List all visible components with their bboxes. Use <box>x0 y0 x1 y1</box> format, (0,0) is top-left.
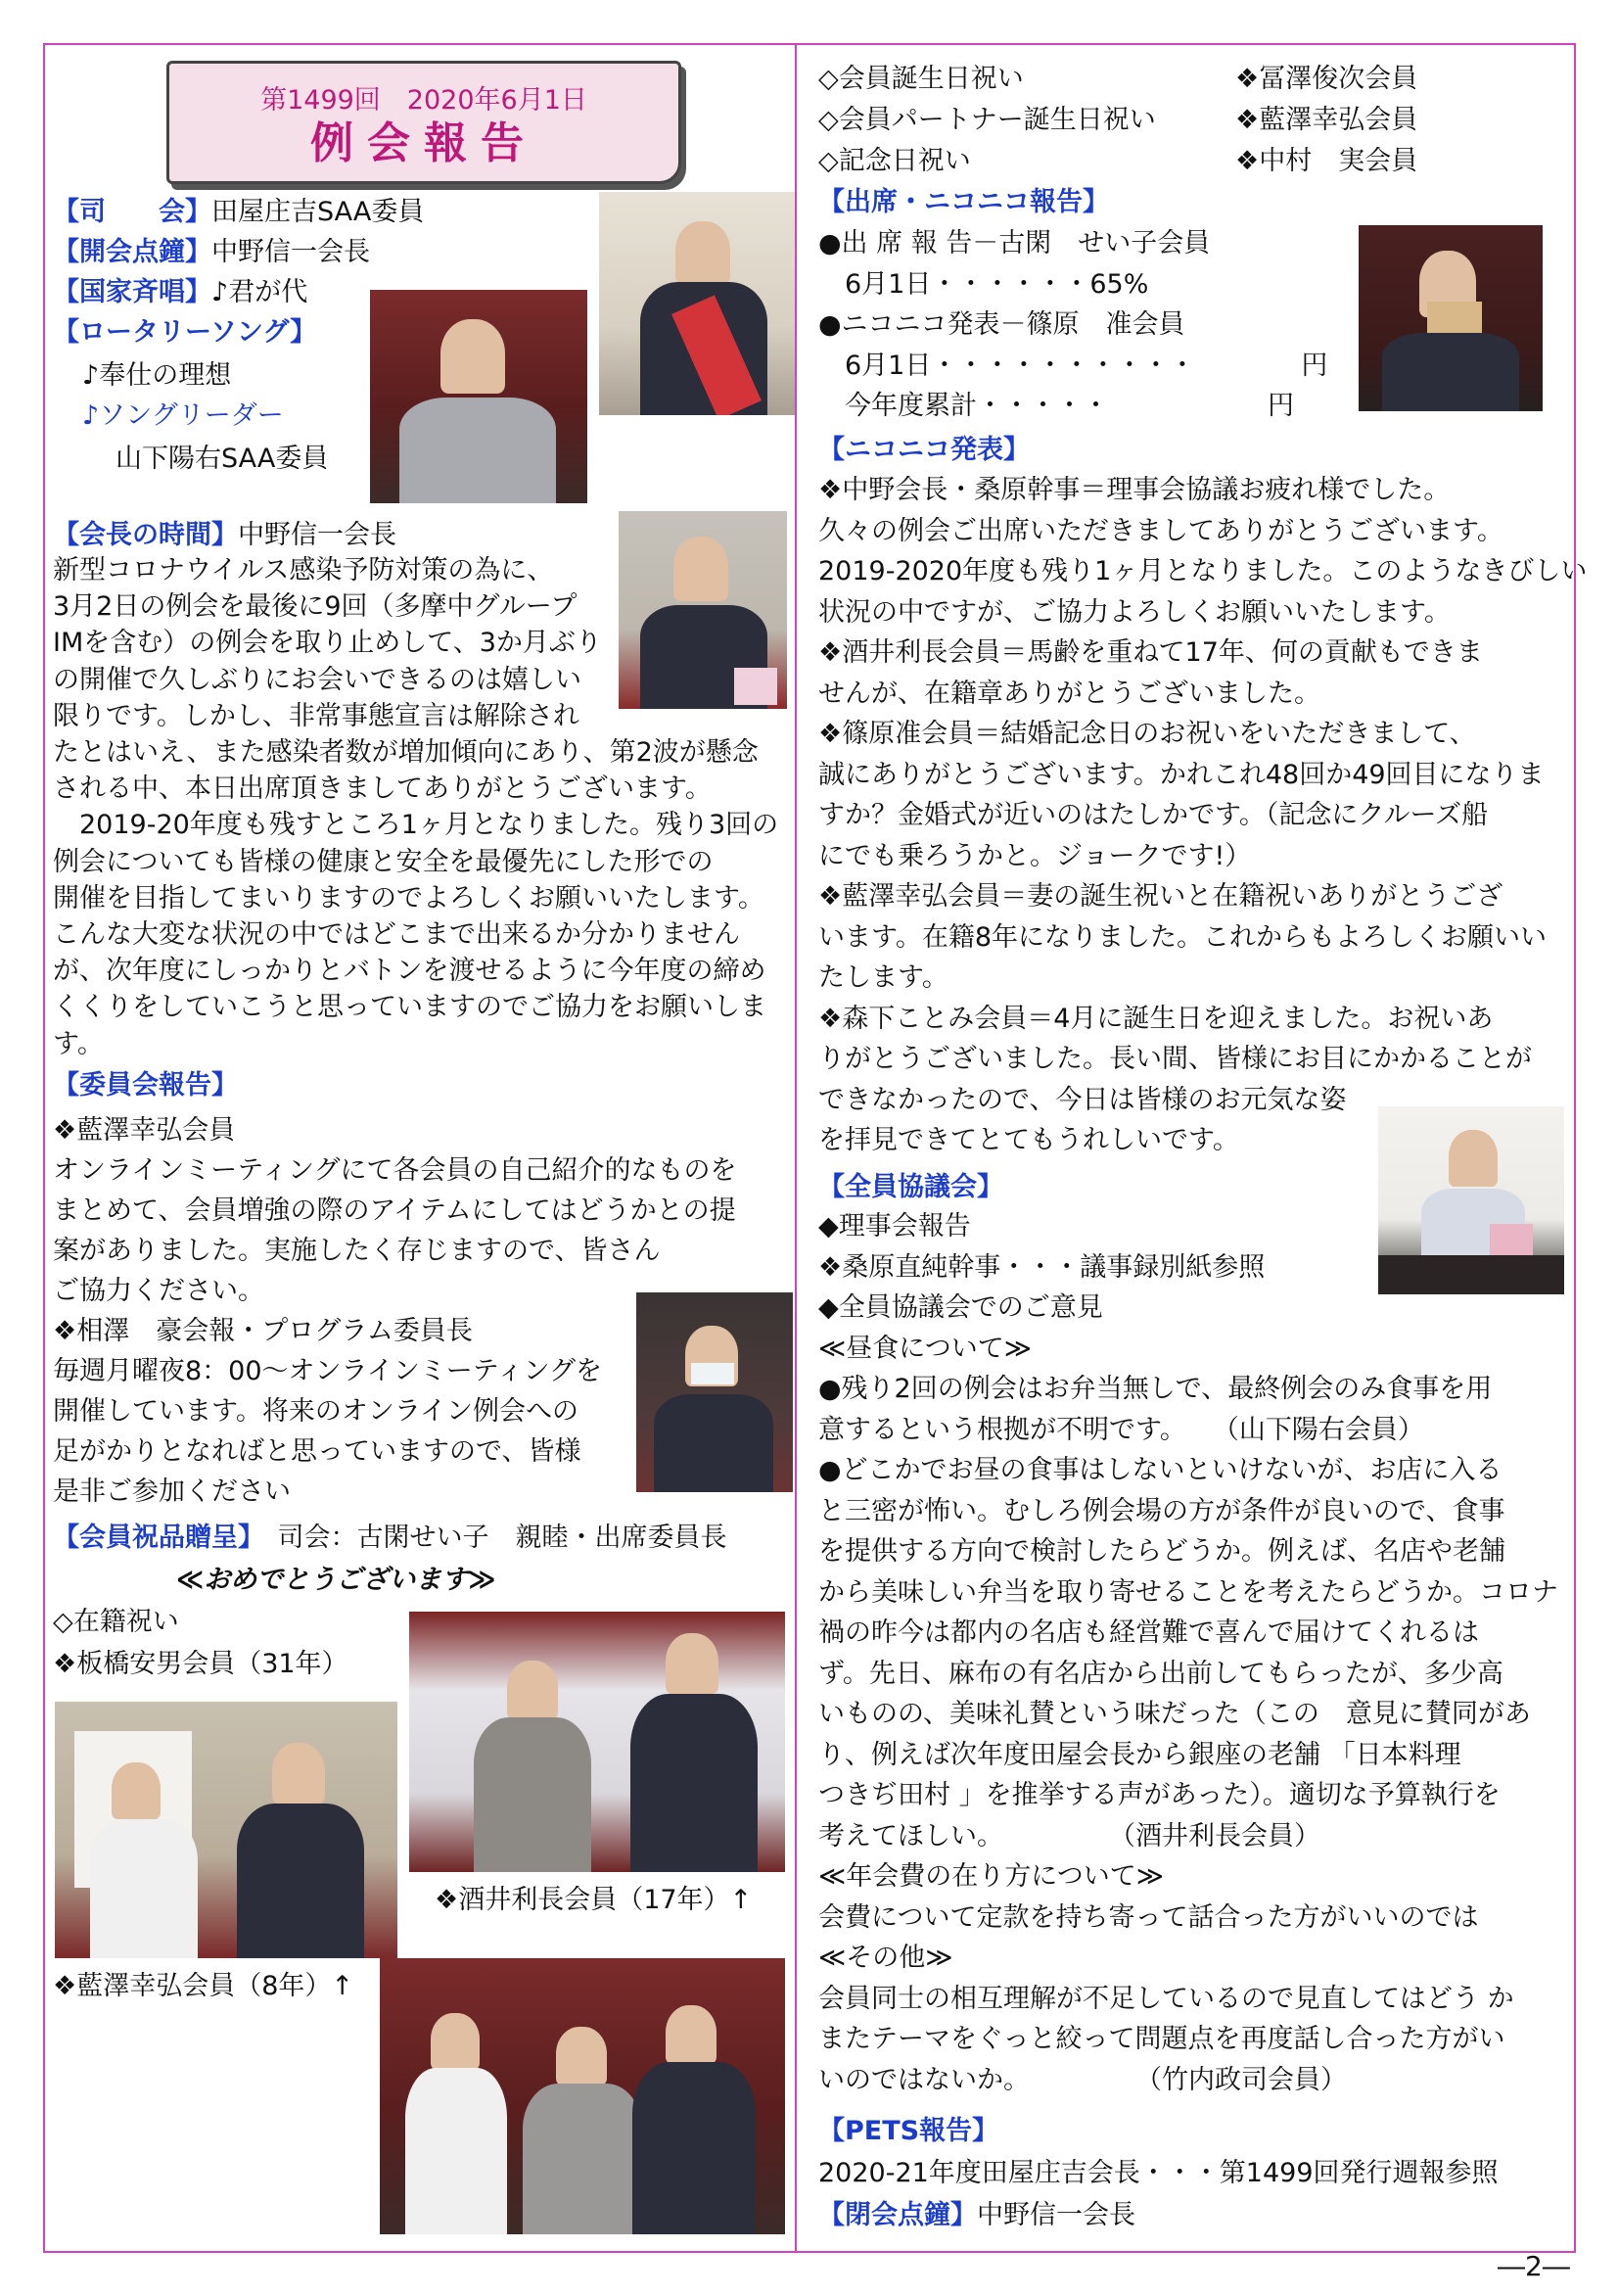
photo-president <box>619 511 787 709</box>
niconico-line: すか？金婚式が近いのはたしかです。（記念にクルーズ船 <box>818 800 1489 830</box>
photo-song-leader <box>370 290 587 503</box>
page-number: ―2― <box>1498 2250 1570 2282</box>
zenin-line: ❖桑原直純幹事・・・議事録別紙参照 <box>818 1251 1266 1283</box>
zenin-line: またテーマをぐっと絞って問題点を再度話し合った方がい <box>818 2024 1505 2054</box>
iinkai-line: ❖相澤 豪会報・プログラム委員長 <box>53 1316 473 1346</box>
caption-sakai: ❖酒井利長会員（17年）↑ <box>435 1885 753 1915</box>
celebration-member: ❖藍澤幸弘会員 <box>1235 105 1418 135</box>
shusseki-line: 今年度累計・・・・・ 円 <box>818 391 1294 421</box>
niconico-line: ❖中野会長・桑原幹事＝理事会協議お疲れ様でした。 <box>818 475 1451 505</box>
heading-rotary-song: 【ロータリーソング】 <box>53 317 317 348</box>
heading-zenin: 【全員協議会】 <box>818 1172 1003 1202</box>
line-itabashi: ❖板橋安男会員（31年） <box>53 1649 348 1679</box>
niconico-line: りがとうございました。長い間、皆様にお目にかかることが <box>818 1044 1532 1074</box>
niconico-line: 誠にありがとうございます。かれこれ48回か49回目になりま <box>818 759 1545 790</box>
line-song: ♪奉仕の理想 <box>82 360 232 391</box>
kaicho-line: こんな大変な状況の中ではどこまで出来るか分かりません <box>53 919 740 950</box>
niconico-line: にでも乗ろうかと。ジョークです!） <box>818 840 1252 871</box>
kaicho-line: IMを含む）の例会を取り止めして、3か月ぶり <box>53 628 602 659</box>
kaicho-line: 新型コロナウイルス感染予防対策の為に、 <box>53 555 554 586</box>
heading-pets: 【PETS報告】 <box>818 2116 999 2146</box>
photo-program-chair <box>636 1292 793 1492</box>
kaicho-line: が、次年度にしっかりとバトンを渡せるように今年度の締め <box>53 956 766 987</box>
photo-sakai <box>409 1612 785 1872</box>
zenin-line: を提供する方向で検討したらどうか。例えば、名店や老舗 <box>818 1536 1505 1567</box>
zenin-line: 意するという根拠が不明です。 （山下陽右会員） <box>818 1414 1424 1445</box>
zenin-line: 禍の昨今は都内の名店も経営難で喜んで届けてくれるは <box>818 1617 1479 1648</box>
zenin-line: から美味しい弁当を取り寄せることを考えたらどうか。コロナ <box>818 1576 1558 1608</box>
iinkai-line: 開催しています。将来のオンライン例会への <box>53 1396 579 1427</box>
heading-zotei: 【会員祝品贈呈】 <box>53 1523 252 1553</box>
niconico-line: を拝見できてとてもうれしいです。 <box>818 1125 1239 1155</box>
niconico-line: たします。 <box>818 962 948 993</box>
line-kokka: 【国家斉唱】♪君が代 <box>53 277 308 307</box>
iinkai-line: 毎週月曜夜8：00～オンラインミーティングを <box>53 1356 603 1386</box>
celebration-member: ❖中村 実会員 <box>1235 146 1418 176</box>
kaicho-line: す。 <box>53 1028 104 1059</box>
page-title: 例会報告 <box>310 118 537 168</box>
niconico-line: 2019-2020年度も残り1ヶ月となりました。このようなきびしい <box>818 556 1588 586</box>
iinkai-line: 是非ご参加ください <box>53 1476 291 1507</box>
line-heikai: 【閉会点鐘】中野信一会長 <box>818 2200 1135 2230</box>
niconico-line: できなかったので、今日は皆様のお元気な姿 <box>818 1084 1347 1115</box>
photo-aizawa <box>380 1958 785 2234</box>
kaicho-line: の開催で久しぶりにお会いできるのは嬉しい <box>53 664 581 695</box>
niconico-line: います。在籍8年になりました。これからもよろしくお願いい <box>818 921 1548 953</box>
kaicho-line: 例会についても皆様の健康と安全を最優先にした形での <box>53 846 714 877</box>
line-pets-body: 2020-21年度田屋庄吉会長・・・第1499回発行週報参照 <box>818 2158 1499 2188</box>
niconico-line: ❖森下ことみ会員＝4月に誕生日を迎えました。お祝いあ <box>818 1003 1494 1034</box>
kaicho-line: 3月2日の例会を最後に9回（多摩中グループ <box>53 591 578 623</box>
iinkai-line: まとめて、会員増強の際のアイテムにしてはどうかとの提 <box>53 1195 736 1226</box>
iinkai-line: 足がかりとなればと思っていますので、皆様 <box>53 1436 581 1467</box>
zenin-line: いのではないか。 （竹内政司会員） <box>818 2064 1347 2095</box>
kaicho-line: 限りです。しかし、非常事態宣言は解除され <box>53 700 579 731</box>
kaicho-line: 2019-20年度も残すところ1ヶ月となりました。残り3回の <box>53 810 779 841</box>
kaicho-line: される中、本日出席頂きましてありがとうございます。 <box>53 773 712 805</box>
celebration-member: ❖冨澤俊次会員 <box>1235 64 1418 94</box>
celebration-label: ◇記念日祝い <box>818 146 971 176</box>
line-zaiseki: ◇在籍祝い <box>53 1607 179 1637</box>
line-song-leader: ♪ソングリーダー <box>82 400 284 431</box>
title-box <box>166 61 681 184</box>
shusseki-line: ●ニコニコ発表－篠原 准会員 <box>818 309 1185 340</box>
shusseki-line: 6月1日・・・・・・65% <box>818 268 1149 300</box>
photo-attendance-reporter <box>1359 225 1543 411</box>
niconico-line: ❖藍澤幸弘会員＝妻の誕生祝いと在籍祝いありがとうござ <box>818 881 1503 912</box>
zenin-line: ず。先日、麻布の有名店から出前してもらったが、多少高 <box>818 1658 1503 1689</box>
heading-kaicho: 【会長の時間】中野信一会長 <box>53 520 396 550</box>
niconico-line: 久々の例会ご出席いただきましてありがとうございます。 <box>818 515 1503 546</box>
kaicho-line: くくりをしていこうと思っていますのでご協力をお願いしま <box>53 992 766 1023</box>
zenin-line: ≪年会費の在り方について≫ <box>818 1861 1164 1892</box>
celebration-label: ◇会員誕生日祝い <box>818 64 1024 94</box>
zotei-moderator: 司会：古閑せい子 親睦・出席委員長 <box>251 1523 727 1553</box>
niconico-line: せんが、在籍章ありがとうございました。 <box>818 678 1320 709</box>
zenin-line: つきぢ田村 」を推挙する声があった）。適切な予算執行を <box>818 1780 1501 1810</box>
zenin-line: ≪その他≫ <box>818 1943 953 1973</box>
line-kaikai: 【開会点鐘】中野信一会長 <box>53 237 370 267</box>
line-song-leader-name: 山下陽右SAA委員 <box>116 444 329 474</box>
zenin-line: ◆理事会報告 <box>818 1211 971 1242</box>
kaicho-line: 開催を目指してまいりますのでよろしくお願いいたします。 <box>53 882 764 914</box>
zenin-line: り、例えば次年度田屋会長から銀座の老舗 「日本料理 <box>818 1739 1461 1770</box>
zenin-line: 考えてほしい。 （酒井利長会員） <box>818 1820 1320 1851</box>
iinkai-line: 案がありました。実施したく存じますので、皆さん <box>53 1236 661 1266</box>
shusseki-line: 6月1日・・・・・・・・・・ 円 <box>818 350 1328 381</box>
niconico-line: ❖酒井利長会員＝馬齢を重ねて17年、何の貢献もできま <box>818 637 1483 668</box>
zenin-line: 会員同士の相互理解が不足しているので見直してはどう か <box>818 1983 1514 2014</box>
zenin-line: いものの、美味礼賛という味だった（この 意見に賛同があ <box>818 1699 1531 1729</box>
zenin-line: ≪昼食について≫ <box>818 1333 1032 1364</box>
line-omedeto: ≪おめでとうございます≫ <box>176 1565 496 1595</box>
zenin-line: と三密が怖い。むしろ例会場の方が条件が良いので、食事 <box>818 1495 1505 1526</box>
line-zotei <box>53 1520 727 1557</box>
meeting-date: 第1499回 2020年6月1日 <box>260 85 587 116</box>
zenin-line: ●残り2回の例会はお弁当無しで、最終例会のみ食事を用 <box>818 1374 1493 1404</box>
photo-saa-speaker <box>599 192 795 415</box>
iinkai-line: ご協力ください。 <box>53 1276 264 1306</box>
niconico-line: ❖篠原准会員＝結婚記念日のお祝いをいただきまして、 <box>818 719 1476 749</box>
heading-shusseki: 【出席・ニコニコ報告】 <box>818 187 1109 217</box>
iinkai-line: ❖藍澤幸弘会員 <box>53 1115 236 1146</box>
line-sikai: 【司 会】田屋庄吉SAA委員 <box>53 197 425 227</box>
heading-iinkai: 【委員会報告】 <box>53 1070 238 1101</box>
kaicho-line: たとはいえ、また感染者数が増加傾向にあり、第2波が懸念 <box>53 737 759 768</box>
shusseki-line: ●出 席 報 告－古閑 せい子会員 <box>818 228 1211 258</box>
photo-itabashi <box>55 1702 397 1958</box>
celebration-label: ◇会員パートナー誕生日祝い <box>818 105 1156 135</box>
zenin-line: ◆全員協議会でのご意見 <box>818 1292 1103 1323</box>
iinkai-line: オンラインミーティングにて各会員の自己紹介的なものを <box>53 1155 737 1186</box>
caption-aizawa: ❖藍澤幸弘会員（8年）↑ <box>53 1971 354 2001</box>
heading-niconico: 【ニコニコ発表】 <box>818 435 1030 465</box>
niconico-line: 状況の中ですが、ご協力よろしくお願いいたします。 <box>818 596 1451 628</box>
photo-council <box>1378 1106 1564 1294</box>
zenin-line: ●どこかでお昼の食事はしないといけないが、お店に入る <box>818 1455 1502 1485</box>
zenin-line: 会費について定款を持ち寄って話合った方がいいのでは <box>818 1901 1479 1933</box>
